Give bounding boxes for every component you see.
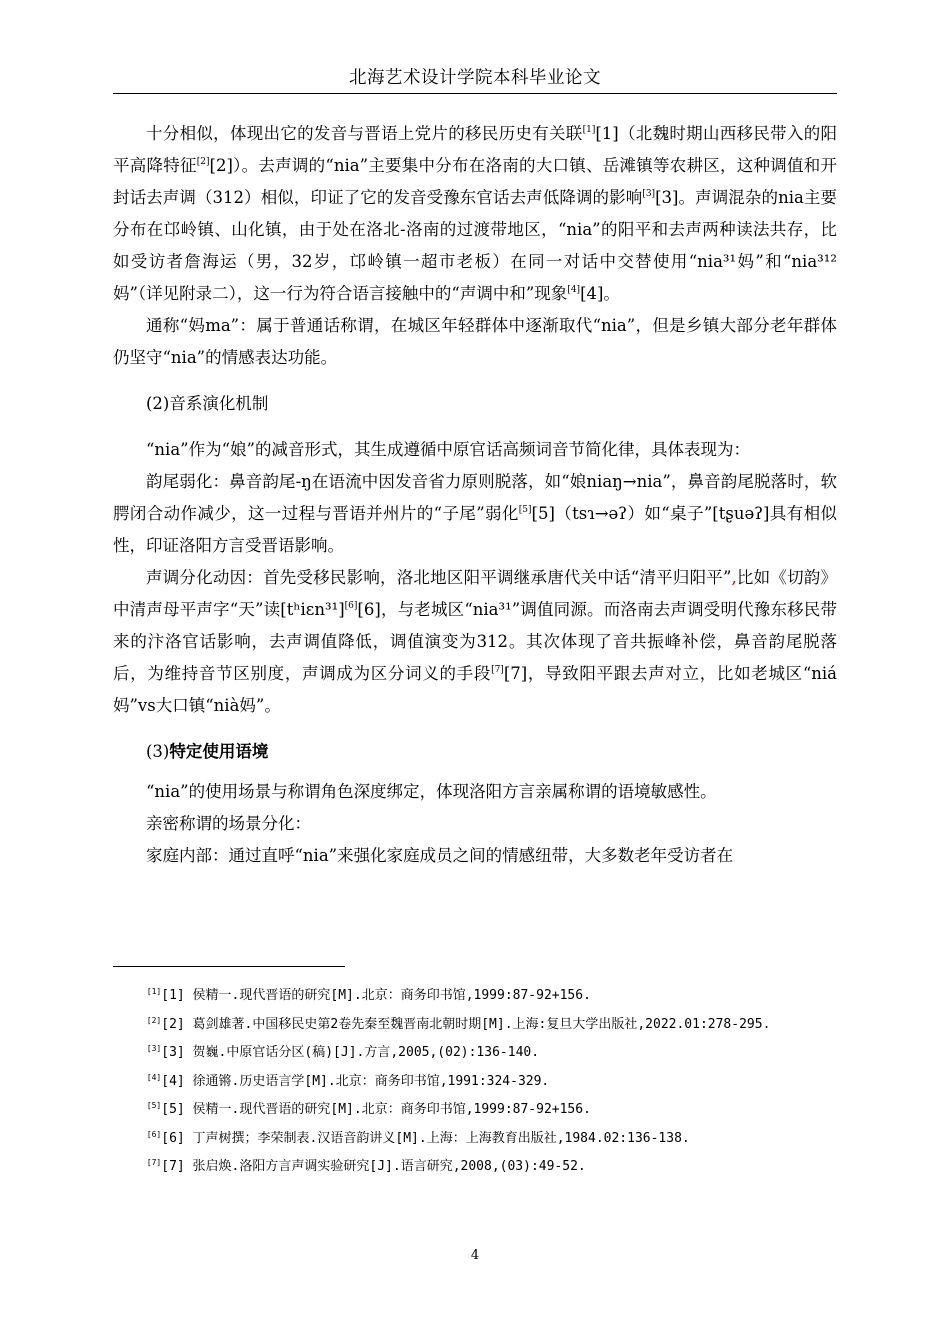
footnote-mark: [4]	[146, 1072, 162, 1082]
text-run: [3]。声调混杂的nia主要分布在邙岭镇、山化镇，由于处在洛北-洛南的过渡带地区，“nia”的阳平和去声两种读法共存，比如受访者詹海运（男，32岁，邙岭镇一超市老板）在同一对话中交替使用“nia³¹妈”和“nia³¹²妈”（详见附录二），这一行为符合语言接触中的“声调中和”现象	[113, 188, 837, 303]
footnote-ref[interactable]: [2]	[196, 157, 210, 167]
paragraph-3	[113, 434, 837, 466]
text-run: 比如《切韵》中清声母平声字“天”读[tʰiɛn³¹]	[113, 568, 838, 619]
footnote-text: [4] 徐通锵.历史语言学[M].北京：商务印书馆,1991:324-329.	[161, 1073, 550, 1089]
page-number: 4	[470, 1248, 480, 1263]
footnote-item	[113, 982, 837, 1011]
text-run: [4]。	[580, 284, 620, 303]
footnote-ref[interactable]: [4]	[567, 285, 581, 295]
footnote-mark: [6]	[146, 1129, 162, 1139]
text-run: “nia”作为“娘”的减音形式，其生成遵循中原官话高频词音节简化律，具体表现为：	[146, 440, 750, 459]
footnote-ref[interactable]: [1]	[582, 125, 596, 135]
text-run: “nia”的使用场景与称谓角色深度绑定，体现洛阳方言亲属称谓的语境敏感性。	[146, 782, 717, 801]
heading-text: 特定使用语境	[169, 742, 269, 761]
main-text	[113, 118, 837, 872]
paragraph-6	[113, 776, 837, 808]
footnote-ref[interactable]: [7]	[491, 665, 504, 675]
footnote-ref[interactable]: [3]	[642, 189, 656, 199]
paragraph-1	[113, 118, 837, 310]
footnote-mark: [1]	[146, 987, 162, 996]
text-run: [2]）。去声调的“nia”主要集中分布在洛南的大口镇、岳滩镇等农耕区，这种调值和开封话去声调（312）相似，印证了它的发音受豫东官话去声低降调的影响	[113, 156, 838, 207]
footnote-mark: [2]	[146, 1015, 162, 1025]
paragraph-8	[113, 840, 837, 872]
text-run: [5]（tsɿ→əʔ）如“桌子”[tʂuəʔ]具有相似性，印证洛阳方言受晋语影响。	[113, 504, 837, 555]
header-rule	[113, 93, 837, 94]
text-run: [6]，与老城区“nia³¹”调值同源。而洛南去声调受明代豫东移民带来的汴洛官话影响，去声调值降低，调值演变为312。其次体现了音共振峰补偿，鼻音韵尾脱落后，为维持音节区别度，声调成为区分词义的手段	[113, 600, 837, 683]
text-run: [1]（北魏时期山西移民带入的阳平高降特征	[113, 124, 838, 175]
highlighted-comma: ,	[731, 568, 737, 587]
footnote-mark: [5]	[146, 1101, 162, 1110]
paragraph-2	[113, 310, 837, 374]
paragraph-5	[113, 562, 837, 722]
text-run: 家庭内部：通过直呼“nia”来强化家庭成员之间的情感纽带，大多数老年受访者在	[146, 846, 734, 865]
paragraph-7	[113, 808, 837, 840]
footnote-item	[113, 1096, 837, 1125]
footnotes	[113, 982, 837, 1182]
footnote-item	[113, 1039, 837, 1068]
footnote-ref[interactable]: [5]	[518, 505, 532, 515]
footnote-mark: [3]	[146, 1044, 162, 1053]
heading-text: (2)音系演化机制	[146, 394, 269, 413]
footnote-text: [5] 侯精一.现代晋语的研究[M].北京：商务印书馆,1999:87-92+156.	[161, 1102, 591, 1117]
footnote-separator	[113, 966, 345, 967]
footnote-text: [2] 葛剑雄著.中国移民史第2卷先秦至魏晋南北朝时期[M].上海:复旦大学出版社,2022.01:278-295.	[161, 1016, 771, 1032]
text-run: 十分相似，体现出它的发音与晋语上党片的移民历史有关联	[146, 124, 583, 143]
text-run: 韵尾弱化：鼻音韵尾-ŋ在语流中因发音省力原则脱落，如“娘niaŋ→nia”，鼻音韵尾脱落时，软腭闭合动作减少，这一过程与晋语并州片的“子尾”弱化	[113, 472, 837, 523]
footnote-text: [3] 贺巍.中原官话分区(稿)[J].方言,2005,(02):136-140.	[161, 1045, 540, 1060]
footnote-item	[113, 1153, 837, 1182]
section-heading-3	[113, 736, 837, 768]
paragraph-4	[113, 466, 837, 562]
running-header: 北海艺术设计学院本科毕业论文	[349, 68, 601, 88]
footnote-text: [6] 丁声树撰；李荣制表.汉语音韵讲义[M].上海：上海教育出版社,1984.02:136-138.	[161, 1130, 690, 1146]
text-run: 亲密称谓的场景分化：	[146, 814, 311, 833]
footnote-item	[113, 1125, 837, 1154]
text-run: 通称“妈ma”：属于普通话称谓，在城区年轻群体中逐渐取代“nia”，但是乡镇大部分老年群体仍坚守“nia”的情感表达功能。	[113, 316, 837, 367]
footnote-text: [1] 侯精一.现代晋语的研究[M].北京：商务印书馆,1999:87-92+156.	[161, 988, 591, 1003]
footnote-ref[interactable]: [6]	[344, 601, 358, 611]
heading-number: (3)	[146, 742, 170, 761]
text-run: [7]，导致阳平跟去声对立，比如老城区“niá妈”vs大口镇“nià妈”。	[113, 664, 837, 715]
section-heading-2	[113, 388, 837, 420]
footnote-text: [7] 张启焕.洛阳方言声调实验研究[J].语言研究,2008,(03):49-52.	[161, 1159, 586, 1174]
footnote-item	[113, 1068, 837, 1097]
footnote-mark: [7]	[146, 1158, 162, 1167]
text-run: 声调分化动因：首先受移民影响，洛北地区阳平调继承唐代关中话“清平归阳平”	[146, 568, 732, 587]
footnote-item	[113, 1011, 837, 1040]
